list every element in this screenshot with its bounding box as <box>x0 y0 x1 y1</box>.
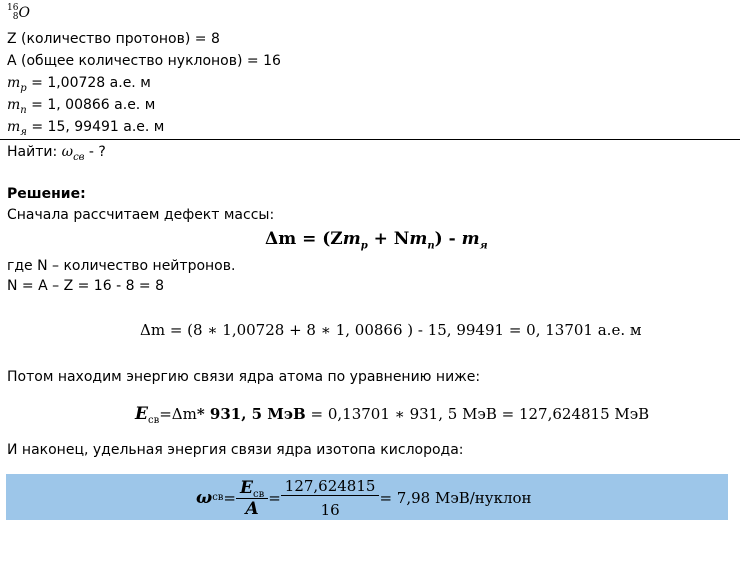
mya-sub: я <box>20 126 27 138</box>
mp-symbol: m <box>7 75 21 91</box>
eq4-den-val: 16 <box>281 495 380 519</box>
eq3-factor: * 931, 5 МэВ <box>196 405 306 423</box>
given-mn <box>7 96 155 114</box>
eq3-rest: = 0,13701 ∗ 931, 5 МэВ = 127,624815 МэВ <box>305 405 650 423</box>
mn-value: = 1, 00866 а.е. м <box>26 97 156 113</box>
isotope-atomic-number: 8 <box>12 12 19 22</box>
solution-heading: Решение: <box>7 186 86 202</box>
isotope-mass-number: 16 <box>7 3 19 13</box>
given-mya <box>7 118 164 136</box>
eq4-fraction-symbolic <box>236 478 268 519</box>
given-z: Z (количество протонов) = 8 <box>7 31 220 47</box>
eq4-num-e: E <box>240 477 253 498</box>
isotope-notation <box>7 4 30 22</box>
given-mp <box>7 74 151 92</box>
eq1-lhs: Δm = (Z <box>265 229 343 249</box>
eq4-den-a: A <box>236 498 268 519</box>
mn-sub: n <box>20 104 27 116</box>
eq4-num-val: 127,624815 <box>284 477 376 495</box>
eq1-plus: + N <box>367 229 410 249</box>
mya-value: = 15, 99491 а.е. м <box>26 119 165 135</box>
find-symbol: ω <box>61 144 74 160</box>
find-sub: св <box>73 151 85 163</box>
eq1-close: ) - <box>434 229 462 249</box>
eq4-num-sub: св <box>252 488 265 500</box>
find-label: Найти: <box>7 144 62 160</box>
mya-symbol: m <box>7 119 21 135</box>
eq3-e-sub: св <box>147 415 160 426</box>
n-calculation: N = A – Z = 16 - 8 = 8 <box>7 278 165 294</box>
given-a: A (общее количество нуклонов) = 16 <box>7 53 281 69</box>
specific-binding-energy-formula: ω св = $\frac{E_{св}}{A}$ = $\frac{127,624815}{16}$ = 7,98 МэВ/нуклон <box>196 477 532 519</box>
binding-energy-equation <box>135 404 649 424</box>
eq1-s2: n <box>427 240 435 252</box>
find-tail: - ? <box>84 144 106 160</box>
eq1-s1: p <box>360 240 368 252</box>
eq4-omega: ω <box>196 488 213 508</box>
step2-text: Потом находим энергию связи ядра атома по уравнению ниже: <box>7 369 481 385</box>
mp-sub: p <box>20 82 27 94</box>
mn-symbol: m <box>7 97 21 113</box>
eq4-result: = 7,98 МэВ/нуклон <box>379 489 532 507</box>
eq4-eq2: = <box>268 489 281 507</box>
eq1-s3: я <box>479 240 488 252</box>
mass-defect-formula <box>265 229 488 252</box>
isotope-symbol: O <box>18 5 30 21</box>
eq3-e: E <box>135 404 148 424</box>
given-divider <box>0 139 740 140</box>
eq1-m1: m <box>342 229 361 249</box>
step3-text: И наконец, удельная энергия связи ядра изотопа кислорода: <box>7 442 464 458</box>
eq4-fraction-numeric <box>281 477 380 519</box>
eq3-eq: =Δm <box>159 405 197 423</box>
mass-defect-calculation: Δm = (8 ∗ 1,00728 + 8 ∗ 1, 00866 ) - 15, 99491 = 0, 13701 а.е. м <box>140 321 642 339</box>
eq1-m2: m <box>409 229 428 249</box>
find-line <box>7 143 106 161</box>
mp-value: = 1,00728 а.е. м <box>26 75 151 91</box>
note-neutrons: где N – количество нейтронов. <box>7 258 236 274</box>
step1-text: Сначала рассчитаем дефект массы: <box>7 207 275 223</box>
eq1-m3: m <box>461 229 480 249</box>
eq4-eq1: = <box>223 489 236 507</box>
